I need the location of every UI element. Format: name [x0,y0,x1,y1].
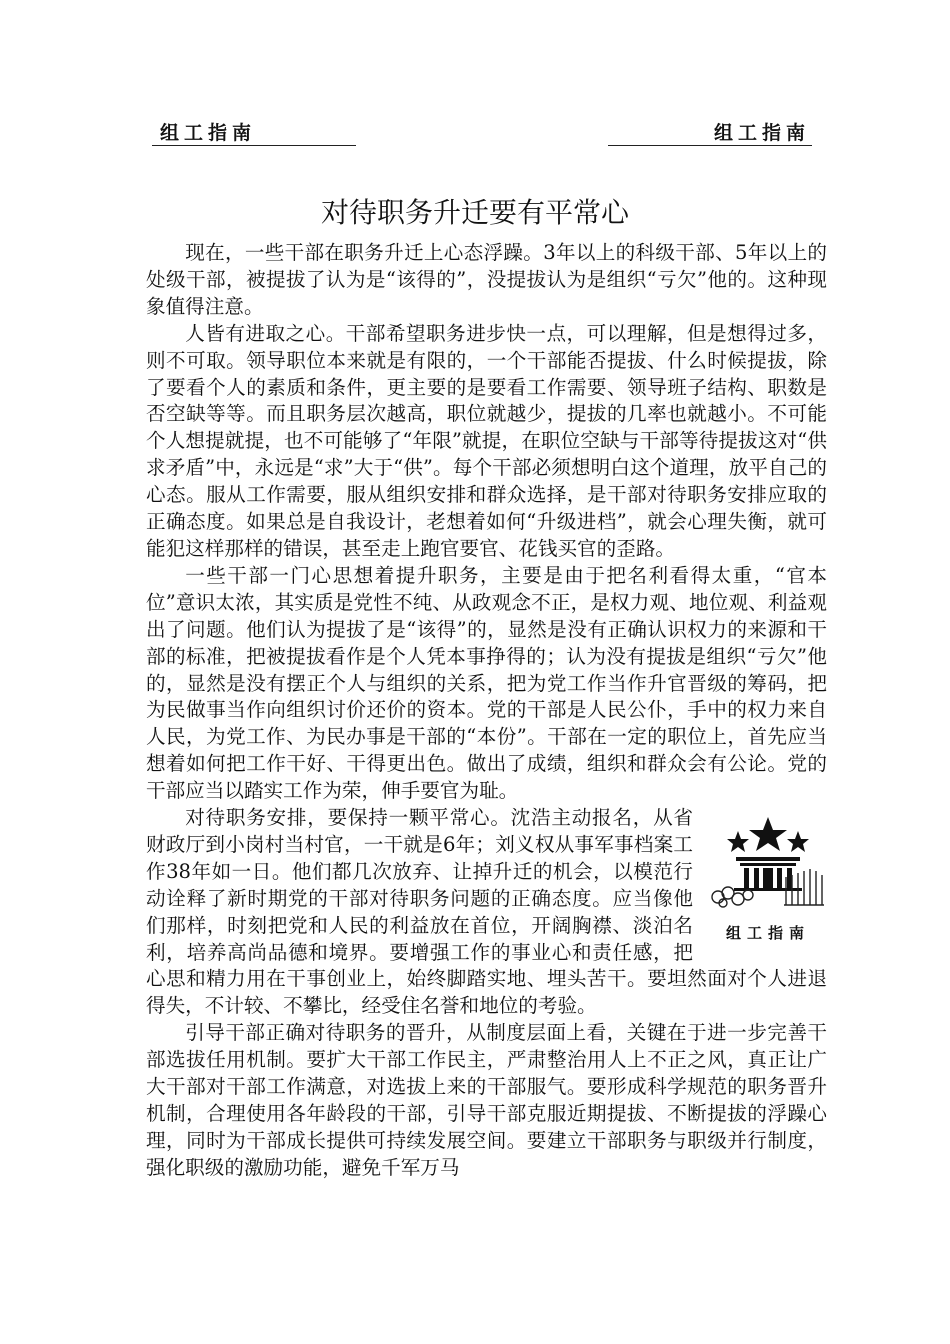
paragraph: 引导干部正确对待职务的晋升，从制度层面上看，关键在于进一步完善干部选拔任用机制。要扩大干部工作民主，严肃整治用人上不正之风，真正让广大干部对干部工作满意，对选拔上来的干部服气。要形成科学规范的职务晋升机制，合理使用各年龄段的干部，引导干部克服近期提拔、不断提拔的浮躁心理，同时为干部成长提供可持续发展空间。要建立干部职务与职级并行制度，强化职级的激励功能，避免千军万马 [146,1021,827,1179]
running-header-right: 组工指南 [713,122,810,144]
paragraph: 人皆有进取之心。干部希望职务进步快一点，可以理解，但是想得过多，则不可取。领导职位本来就是有限的，一个干部能否提拔、什么时候提拔，除了要看个人的素质和条件，更主要的是要看工作需要、领导班子结构、职数是否空缺等等。而且职务层次越高，职位就越少，提拔的几率也就越小。不可能个人想提就提，也不可能够了“年限”就提，在职位空缺与干部等待提拔这对“供求矛盾”中，永远是“求”大于“供”。每个干部必须想明白这个道理，放平自己的心态。服从工作需要，服从组织安排和群众选择，是干部对待职务安排应取的正确态度。如果总是自我设计，老想着如何“升级进档”，就会心理失衡，就可能犯这样那样的错误，甚至走上跑官要官、花钱买官的歪路。 [146,321,827,560]
paragraph: 对待职务安排，要保持一颗平常心。沈浩主动报名，从省财政厅到小岗村当村官，一干就是6年；刘义权从事军事档案工作38年如一日。他们都几次放弃、让掉升迁的机会，以模范行动诠释了新时期党的干部对待职务问题的正确态度。应当像他们那样，时刻把党和人民的利益放在首位，开阔胸襟、淡泊名利，培养高尚品德和境界。要增强工作的事业心和责任感，把心思和精力用在干事创业上，始终脚踏实地、埋头苦干。要坦然面对个人进退得失，不计较、不攀比，经受住名誉和地位的考验。 [146,806,827,1018]
header-rule-right [608,145,812,146]
header-rule-left [152,145,356,146]
article-title: 对待职务升迁要有平常心 [320,196,629,229]
paragraph: 现在，一些干部在职务升迁上心态浮躁。3年以上的科级干部、5年以上的处级干部，被提拔了认为是“该得的”，没提拔认为是组织“亏欠”他的。这种现象值得注意。 [146,241,827,318]
emblem-caption: 组工指南 [725,924,810,943]
paragraph: 一些干部一门心思想着提升职务，主要是由于把名利看得太重，“官本位”意识太浓，其实质是党性不纯、从政观念不正，是权力观、地位观、利益观出了问题。他们认为提拔了是“该得”的，显然是没有正确认识权力的来源和干部的标准，把被提拔看作是个人凭本事挣得的；认为没有提拔是组织“亏欠”他的，显然是没有摆正个人与组织的关系，把为党工作当作升官晋级的筹码，把为民做事当作向组织讨价还价的资本。党的干部是人民公仆，手中的权力来自人民，为党工作、为民办事是干部的“本份”。干部在一定的职位上，首先应当想着如何把工作干好、干得更出色。做出了成绩，组织和群众会有公论。党的干部应当以踏实工作为荣，伸手要官为耻。 [146,563,827,803]
party-emblem-icon [710,813,826,908]
emblem-figure [701,813,835,958]
running-header-left: 组工指南 [160,122,257,144]
article-body [146,240,827,1182]
